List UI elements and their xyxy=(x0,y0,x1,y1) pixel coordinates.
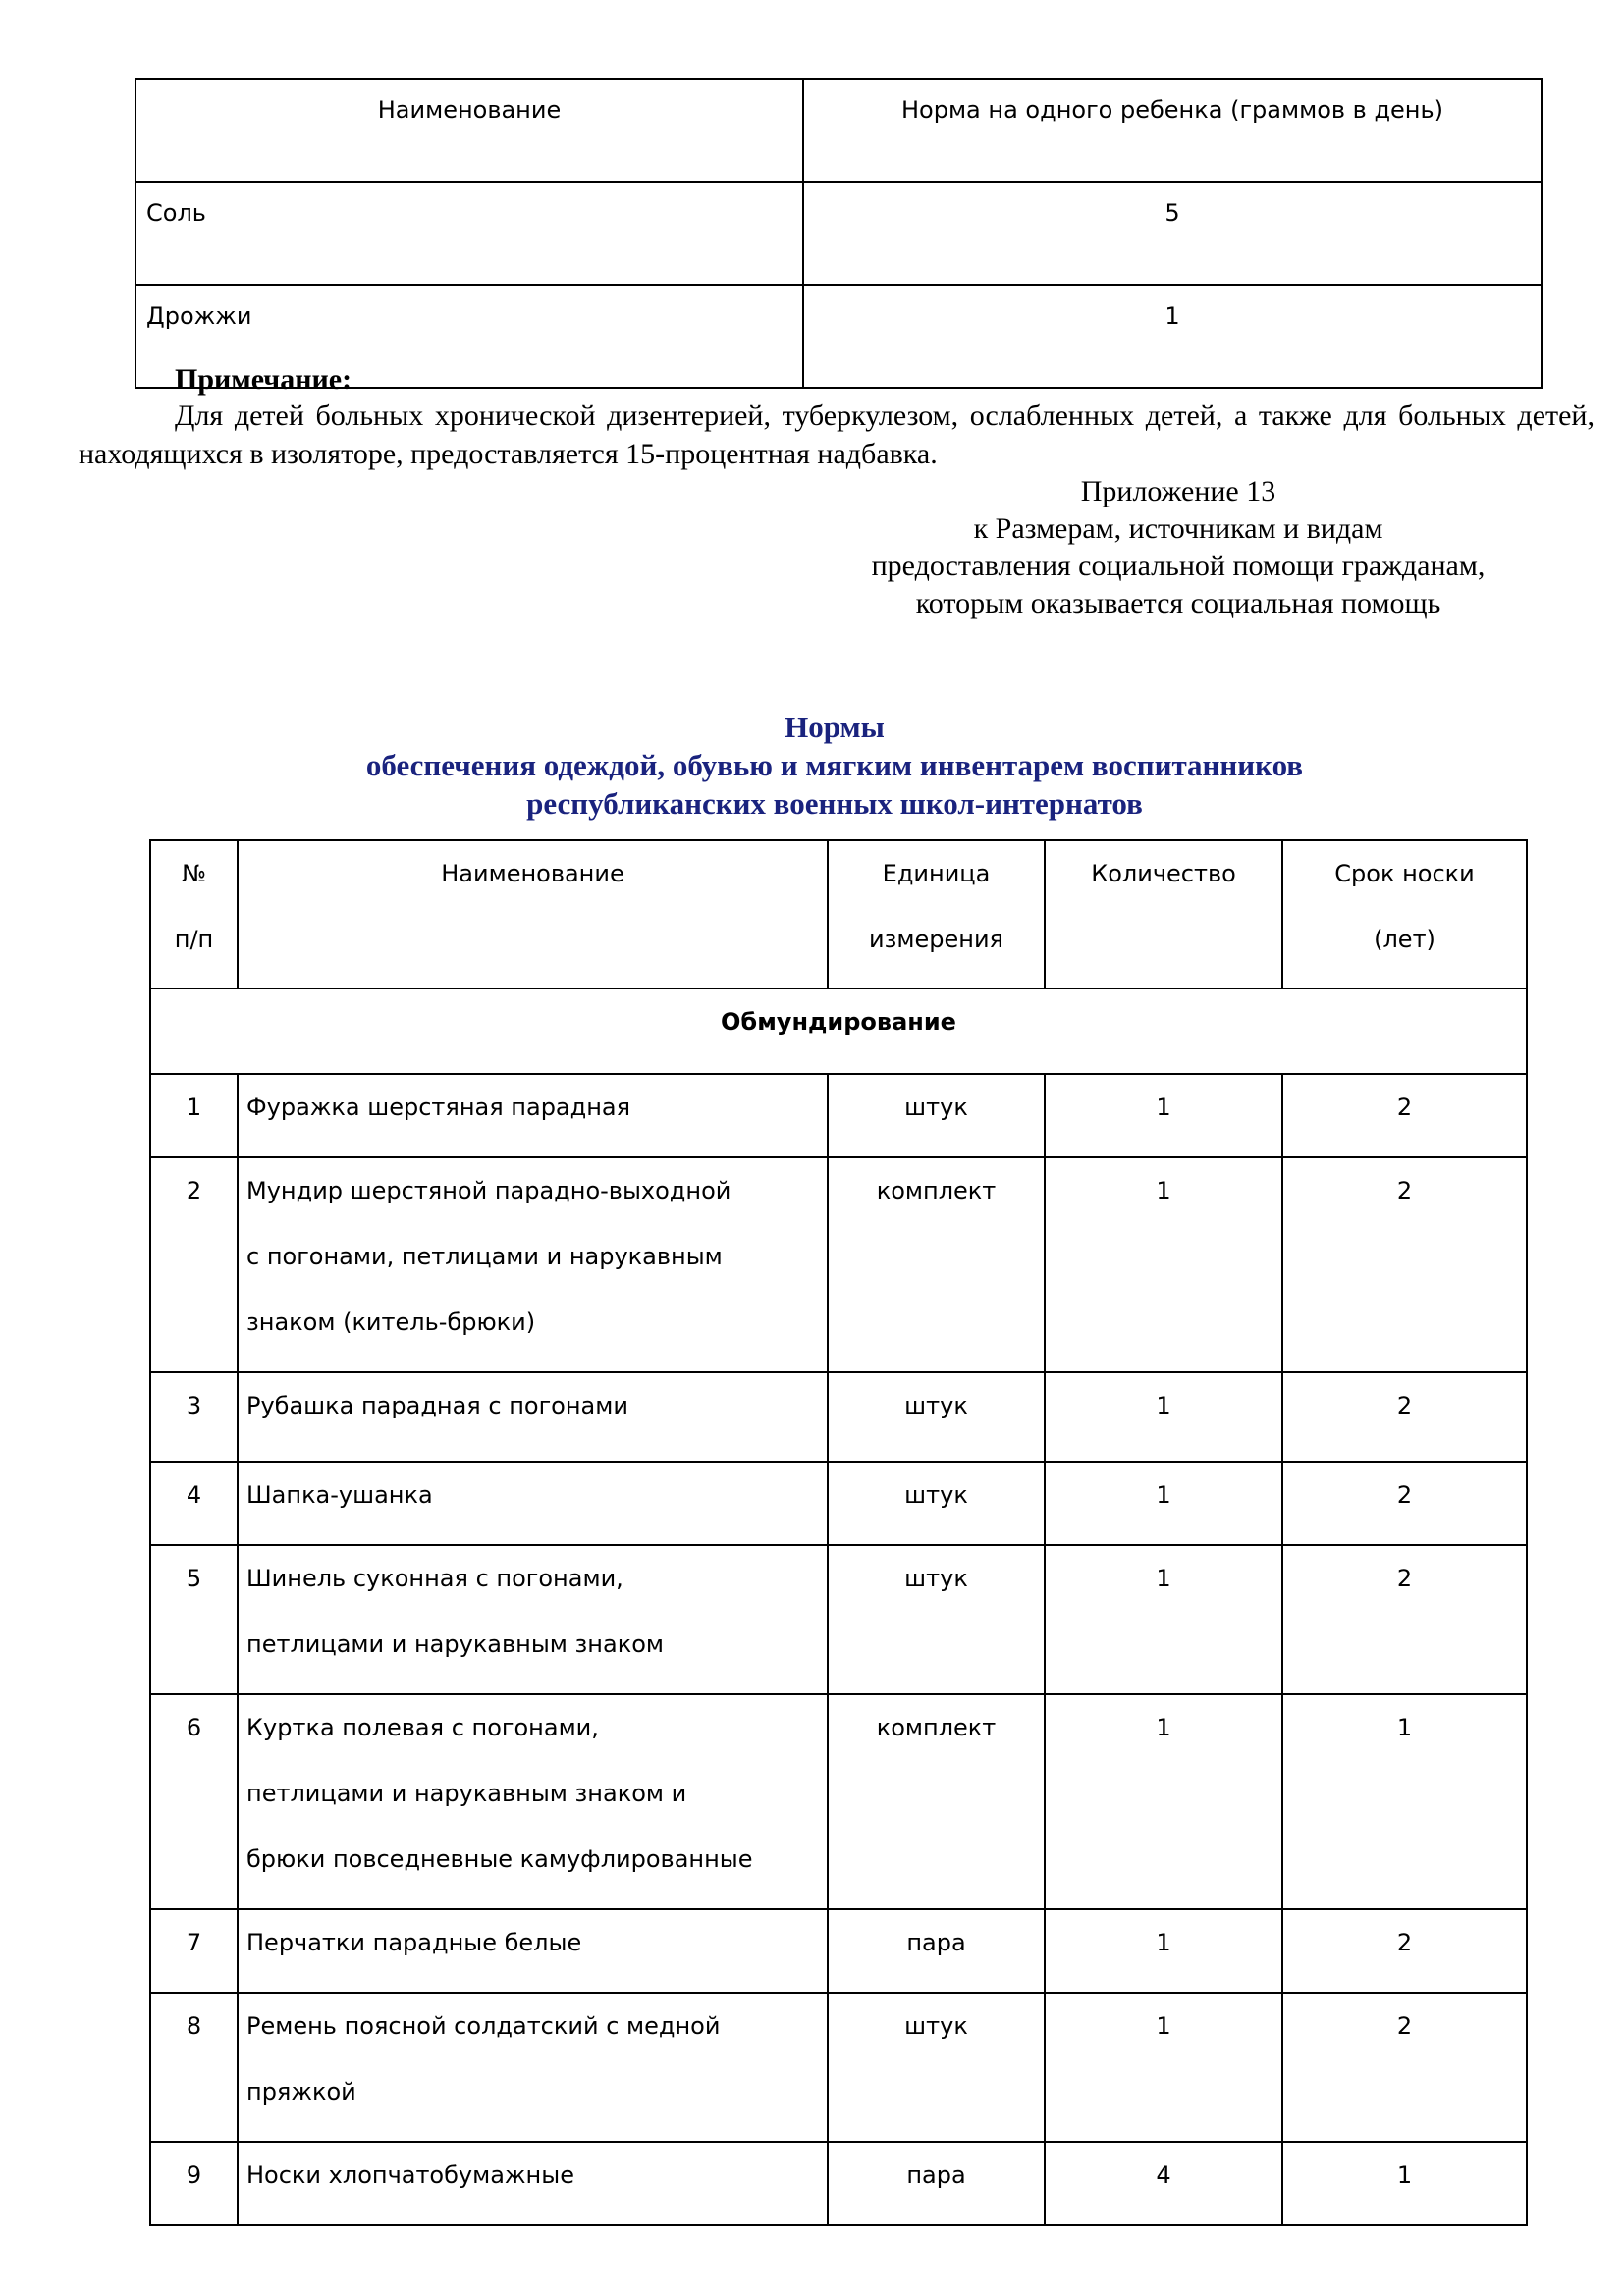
cell-name: Соль xyxy=(135,182,803,285)
header-line: измерения xyxy=(869,926,1003,953)
cell-term: 2 xyxy=(1282,1372,1527,1462)
cell-name-line: Носки хлопчатобумажные xyxy=(246,2162,574,2189)
cell-term: 1 xyxy=(1282,1694,1527,1909)
column-header-unit xyxy=(828,840,1045,988)
cell-name-line: Шинель суконная с погонами, xyxy=(246,1565,623,1592)
cell-term: 2 xyxy=(1282,1993,1527,2142)
header-line: Наименование xyxy=(441,860,624,887)
cell-name-line: Рубашка парадная с погонами xyxy=(246,1392,628,1419)
column-header-number xyxy=(150,840,238,988)
cell-term: 2 xyxy=(1282,1909,1527,1993)
cell-name xyxy=(238,1694,828,1909)
cell-name-line: петлицами и нарукавным знаком xyxy=(246,1630,664,1658)
cell-name-line: Перчатки парадные белые xyxy=(246,1929,582,1956)
cell-quantity: 1 xyxy=(1045,1157,1282,1372)
table-row xyxy=(150,2142,1527,2225)
cell-name-line: Фуражка шерстяная парадная xyxy=(246,1094,631,1121)
column-header-norm: Норма на одного ребенка (граммов в день) xyxy=(803,79,1542,182)
cell-number: 7 xyxy=(150,1909,238,1993)
cell-number: 5 xyxy=(150,1545,238,1694)
section-row xyxy=(150,988,1527,1074)
appendix-line: которым оказывается социальная помощь xyxy=(915,587,1441,619)
cell-name-line: знаком (китель-брюки) xyxy=(246,1308,536,1336)
cell-number: 6 xyxy=(150,1694,238,1909)
cell-quantity: 1 xyxy=(1045,1909,1282,1993)
clothing-norms-table xyxy=(149,839,1528,2226)
cell-name-line: Куртка полевая с погонами, xyxy=(246,1714,599,1741)
cell-unit: комплект xyxy=(828,1694,1045,1909)
section-title: Обмундирование xyxy=(150,988,1527,1074)
cell-name-line: петлицами и нарукавным знаком и xyxy=(246,1780,687,1807)
cell-unit: пара xyxy=(828,2142,1045,2225)
cell-number: 2 xyxy=(150,1157,238,1372)
cell-unit: штук xyxy=(828,1372,1045,1462)
cell-quantity: 4 xyxy=(1045,2142,1282,2225)
cell-quantity: 1 xyxy=(1045,1372,1282,1462)
table-row xyxy=(150,1993,1527,2142)
table-row xyxy=(150,1545,1527,1694)
cell-number: 3 xyxy=(150,1372,238,1462)
heading-line: республиканских военных школ-интернатов xyxy=(526,786,1143,821)
table-header-row xyxy=(150,840,1527,988)
appendix-line: к Размерам, источникам и видам xyxy=(973,512,1383,545)
cell-unit: штук xyxy=(828,1993,1045,2142)
column-header-quantity xyxy=(1045,840,1282,988)
appendix-line: Приложение 13 xyxy=(1080,475,1276,507)
cell-name xyxy=(238,2142,828,2225)
norms-table-body xyxy=(150,1074,1527,2225)
cell-unit: штук xyxy=(828,1074,1045,1157)
cell-term: 2 xyxy=(1282,1074,1527,1157)
heading-line: Нормы xyxy=(785,710,885,744)
table-row xyxy=(135,182,1542,285)
cell-quantity: 1 xyxy=(1045,1462,1282,1545)
cell-quantity: 1 xyxy=(1045,1545,1282,1694)
header-line: (лет) xyxy=(1374,926,1435,953)
cell-term: 2 xyxy=(1282,1157,1527,1372)
cell-name xyxy=(238,1372,828,1462)
table-header-row xyxy=(135,79,1542,182)
table-row xyxy=(150,1372,1527,1462)
cell-value: 1 xyxy=(803,285,1542,388)
cell-term: 2 xyxy=(1282,1462,1527,1545)
appendix-line: предоставления социальной помощи гражданам, xyxy=(871,550,1486,582)
cell-name xyxy=(238,1909,828,1993)
cell-term: 1 xyxy=(1282,2142,1527,2225)
food-norms-table xyxy=(135,78,1543,389)
column-header-name: Наименование xyxy=(135,79,803,182)
header-line: Единица xyxy=(882,860,991,887)
cell-unit: штук xyxy=(828,1462,1045,1545)
cell-number: 8 xyxy=(150,1993,238,2142)
note-text: Для детей больных хронической дизентерией, туберкулезом, ослабленных детей, а также для больных детей, находящихся в изоляторе, предоставляется 15-процентная надбавка. xyxy=(79,400,1595,470)
cell-unit: штук xyxy=(828,1545,1045,1694)
cell-term: 2 xyxy=(1282,1545,1527,1694)
cell-name xyxy=(238,1157,828,1372)
column-header-term xyxy=(1282,840,1527,988)
table-row xyxy=(150,1074,1527,1157)
table-row xyxy=(150,1157,1527,1372)
cell-name-line: Ремень поясной солдатский с медной xyxy=(246,2012,721,2040)
cell-number: 1 xyxy=(150,1074,238,1157)
cell-name-line: брюки повседневные камуфлированные xyxy=(246,1845,753,1873)
note-title: Примечание: xyxy=(175,363,352,396)
column-header-name xyxy=(238,840,828,988)
cell-name: Дрожжи xyxy=(135,285,803,388)
cell-name-line: с погонами, петлицами и нарукавным xyxy=(246,1243,723,1270)
cell-name-line: Мундир шерстяной парадно-выходной xyxy=(246,1177,731,1204)
header-line: п/п xyxy=(174,926,214,953)
cell-quantity: 1 xyxy=(1045,1694,1282,1909)
header-line: Срок носки xyxy=(1334,860,1475,887)
header-line: № xyxy=(182,860,206,887)
cell-name-line: пряжкой xyxy=(246,2078,356,2106)
cell-value: 5 xyxy=(803,182,1542,285)
heading-line: обеспечения одеждой, обувью и мягким инвентарем воспитанников xyxy=(365,748,1304,782)
cell-unit: комплект xyxy=(828,1157,1045,1372)
cell-name xyxy=(238,1993,828,2142)
table-row xyxy=(150,1462,1527,1545)
cell-name xyxy=(238,1462,828,1545)
cell-number: 4 xyxy=(150,1462,238,1545)
cell-name-line: Шапка-ушанка xyxy=(246,1481,433,1509)
header-line: Количество xyxy=(1091,860,1236,887)
cell-quantity: 1 xyxy=(1045,1074,1282,1157)
appendix-reference xyxy=(805,473,1551,622)
document-heading xyxy=(196,708,1473,823)
table-row xyxy=(150,1909,1527,1993)
cell-unit: пара xyxy=(828,1909,1045,1993)
cell-name xyxy=(238,1074,828,1157)
table-row xyxy=(150,1694,1527,1909)
cell-name xyxy=(238,1545,828,1694)
cell-quantity: 1 xyxy=(1045,1993,1282,2142)
cell-number: 9 xyxy=(150,2142,238,2225)
